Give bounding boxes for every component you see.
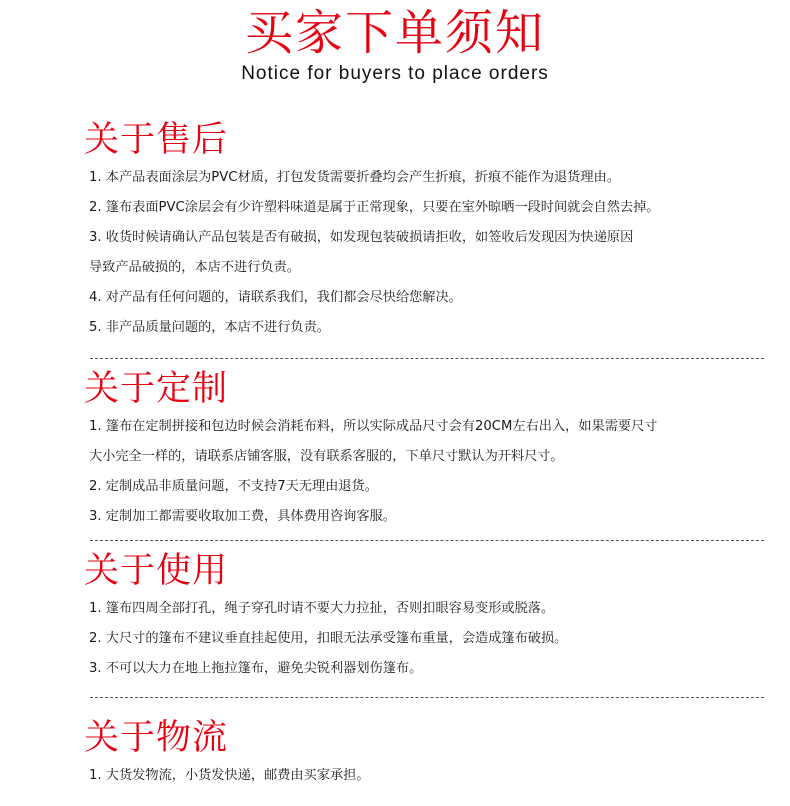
item-text: 3. 收货时候请确认产品包装是否有破损，如发现包装破损请拒收，如签收后发现因为快递原因: [89, 230, 634, 245]
list-item: [89, 600, 764, 617]
item-text-continued: 大小完全一样的，请联系店铺客服，没有联系客服的，下单尺寸默认为开料尺寸。: [89, 449, 564, 464]
list-item: [89, 199, 764, 216]
item-text: 2. 大尺寸的篷布不建议垂直挂起使用，扣眼无法承受篷布重量，会造成篷布破损。: [89, 631, 568, 646]
dashed-divider: [90, 697, 764, 698]
section-title-customization: 关于定制: [84, 369, 229, 409]
item-text: 1. 本产品表面涂层为PVC材质，打包发货需要折叠均会产生折痕，折痕不能作为退货理由。: [89, 170, 620, 185]
item-text: 1. 大货发物流，小货发快递，邮费由买家承担。: [89, 768, 370, 783]
section-title-logistics: 关于物流: [84, 718, 229, 758]
section-after-sales: [84, 120, 764, 349]
item-text: 5. 非产品质量问题的，本店不进行负责。: [89, 320, 330, 335]
page-subtitle: Notice for buyers to place orders: [241, 63, 549, 84]
list-item: [89, 319, 764, 336]
section-title-usage: 关于使用: [84, 551, 229, 591]
list-item: [89, 660, 764, 677]
item-text: 3. 定制加工都需要收取加工费，具体费用咨询客服。: [89, 509, 396, 524]
list-item: [89, 478, 764, 495]
list-item: [89, 767, 764, 784]
section-usage: [84, 551, 764, 690]
item-text: 1. 篷布在定制拼接和包边时候会消耗布料，所以实际成品尺寸会有20CM左右出入，如果需要尺寸: [89, 419, 658, 434]
item-text: 1. 篷布四周全部打孔，绳子穿孔时请不要大力拉扯，否则扣眼容易变形或脱落。: [89, 601, 555, 616]
item-text: 2. 定制成品非质量问题，不支持7天无理由退货。: [89, 479, 378, 494]
after-sales-list: [84, 169, 764, 336]
logistics-list: [84, 767, 764, 784]
item-text: 3. 不可以大力在地上拖拉篷布，避免尖锐利器划伤篷布。: [89, 661, 423, 676]
list-item: [89, 508, 764, 525]
section-customization: [84, 369, 764, 538]
page-title: 买家下单须知: [244, 5, 545, 61]
item-text-continued: 导致产品破损的，本店不进行负责。: [89, 260, 300, 275]
list-item: [89, 418, 764, 465]
section-logistics: [84, 718, 764, 797]
list-item: [89, 229, 764, 276]
customization-list: [84, 418, 764, 525]
usage-list: [84, 600, 764, 677]
list-item: [89, 289, 764, 306]
page-header: [0, 4, 790, 86]
list-item: [89, 169, 764, 186]
item-text: 4. 对产品有任何问题的，请联系我们，我们都会尽快给您解决。: [89, 290, 462, 305]
dashed-divider: [90, 540, 764, 541]
section-title-after-sales: 关于售后: [84, 120, 229, 160]
list-item: [89, 630, 764, 647]
dashed-divider: [90, 358, 764, 359]
item-text: 2. 篷布表面PVC涂层会有少许塑料味道是属于正常现象，只要在室外晾晒一段时间就会自然去掉。: [89, 200, 660, 215]
